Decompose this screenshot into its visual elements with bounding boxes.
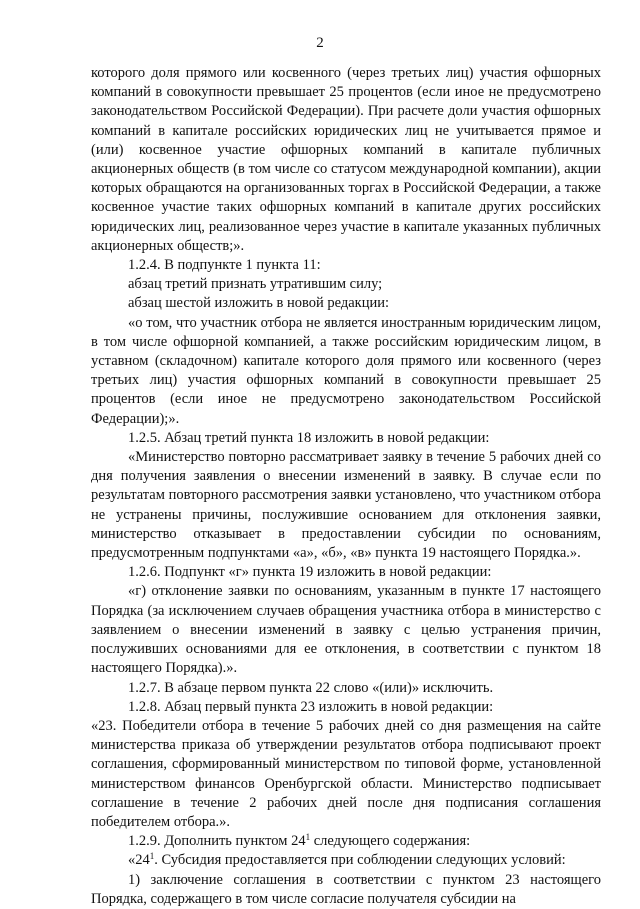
document-body: [91, 64, 601, 909]
paragraph-24-1: [91, 851, 601, 870]
text-span: 1.2.9. Дополнить пунктом 24: [128, 833, 306, 850]
paragraph-1-2-9: [91, 832, 601, 851]
paragraph: абзац шестой изложить в новой редакции:: [128, 295, 390, 312]
paragraph: 1.2.7. В абзаце первом пункта 22 слово «(или)» исключить.: [128, 679, 494, 696]
superscript: 1: [305, 832, 311, 843]
paragraph: «23. Победители отбора в течение 5 рабочих дней со дня размещения на сайте министерства приказа об утверждении результатов отбора подписывают проект соглашения, сформированный министерством по типовой форме, установленной министерством финансов Оренбургской области. Министерство подписывает соглашение в течение 2 рабочих дней после дня подписания соглашения победителем отбора.».: [91, 717, 601, 830]
paragraph: 1) заключение соглашения в соответствии с пунктом 23 настоящего Порядка, содержащего в том числе согласие получателя субсидии на: [91, 871, 601, 907]
paragraph: 1.2.8. Абзац первый пункта 23 изложить в новой редакции:: [128, 698, 494, 715]
paragraph: «Министерство повторно рассматривает заявку в течение 5 рабочих дней со дня получения заявления о внесении изменений в заявку. В случае если по результатам повторного рассмотрения заявки установлено, что участником отбора не устранены причины, послужившие основанием для отклонения заявки, министерство отказывает в предоставлении субсидии по основаниям, предусмотренным подпунктами «а», «б», «в» пункта 19 настоящего Порядка.».: [91, 449, 601, 562]
paragraph: которого доля прямого или косвенного (через третьих лиц) участия офшорных компаний в совокупности превышает 25 процентов (если иное не предусмотрено законодательством Российской Федерации). При расчете доли участия офшорных компаний в капитале российских юридических лиц не учитывается прямое и (или) косвенное участие офшорных компаний в капитале публичных акционерных обществ (в том числе со статусом международной компании), акции которых обращаются на организованных торгах в Российской Федерации, а также косвенное участие таких офшорных компаний в капитале других российских юридических лиц, реализованное через участие в капитале указанных публичных акционерных обществ;».: [91, 65, 601, 254]
text-span: «24: [128, 852, 150, 869]
paragraph: 1.2.4. В подпункте 1 пункта 11:: [128, 257, 321, 274]
paragraph: «о том, что участник отбора не является иностранным юридическим лицом, в том числе офшорной компанией, а также российским юридическим лицом, в уставном (складочном) капитале которого доля прямого или косвенного (через третьих лиц) участия офшорных компаний в совокупности превышает 25 процентов (если иное не предусмотрено законодательством Российской Федерации);».: [91, 314, 601, 427]
paragraph: 1.2.5. Абзац третий пункта 18 изложить в новой редакции:: [128, 429, 490, 446]
text-span: . Субсидия предоставляется при соблюдении следующих условий:: [154, 852, 566, 869]
text-span: следующего содержания:: [310, 833, 471, 850]
paragraph: «г) отклонение заявки по основаниям, указанным в пункте 17 настоящего Порядка (за исключением случаев обращения участника отбора в министерство с заявлением о внесении изменений в заявку с целью устранения причин, послуживших основаниями для ее отклонения, в соответствии с пунктом 18 настоящего Порядка).».: [91, 583, 601, 677]
superscript: 1: [149, 851, 155, 862]
paragraph: абзац третий признать утратившим силу;: [128, 276, 383, 293]
page-number: 2: [316, 35, 324, 51]
paragraph: 1.2.6. Подпункт «г» пункта 19 изложить в новой редакции:: [128, 564, 492, 581]
